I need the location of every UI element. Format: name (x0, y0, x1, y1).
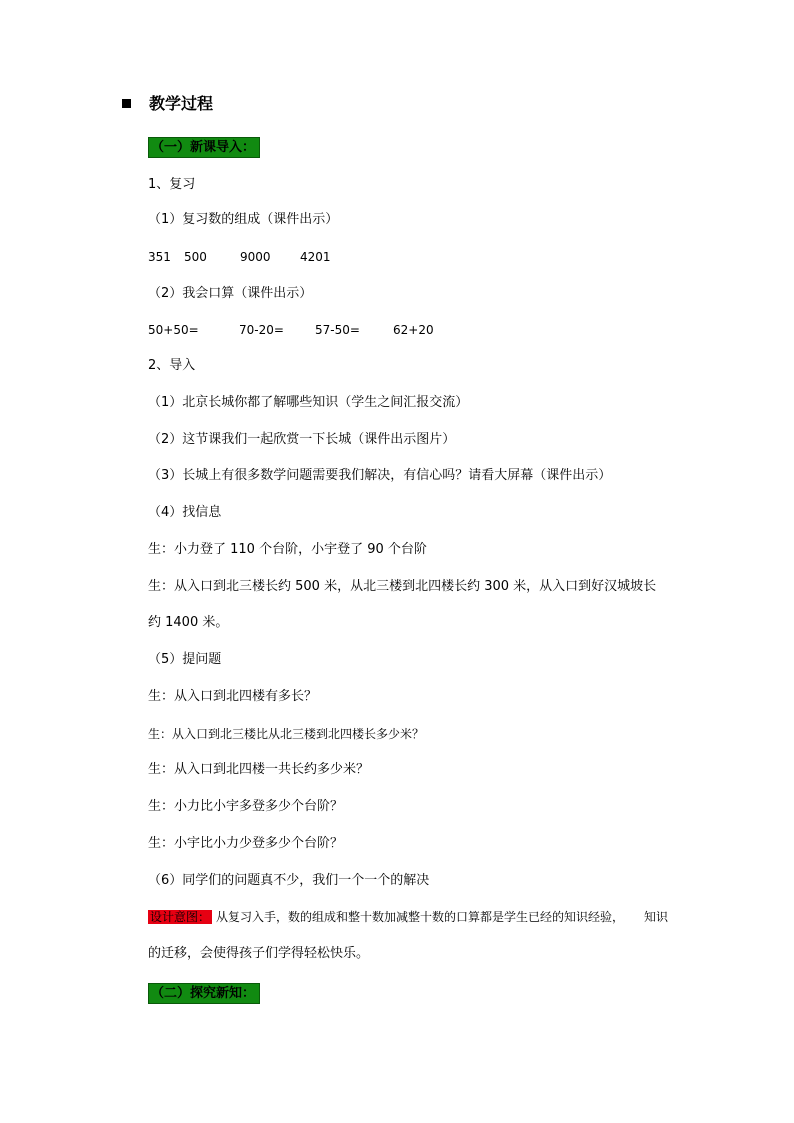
question-3: 生：从入口到北四楼一共长约多少米？ (148, 762, 370, 777)
intro-item-5: （5）提问题 (148, 652, 222, 667)
intro-item-6: （6）同学们的问题真不少，我们一个一个的解决 (148, 873, 430, 888)
calc-item: 50+50= (148, 323, 199, 337)
heading-text: 教学过程 (149, 94, 214, 113)
question-4: 生：小力比小宇多登多少个台阶？ (148, 799, 344, 814)
section-label-new-lesson: （一）新课导入： (148, 137, 260, 158)
info-line-1: 生：小力登了 110 个台阶，小宇登了 90 个台阶 (148, 542, 427, 557)
question-1: 生：从入口到北四楼有多长？ (148, 689, 318, 704)
design-intent-text-end: 知识 (644, 910, 669, 924)
design-intent-tag: 设计意图： (150, 910, 211, 924)
intro-item-2: （2）这节课我们一起欣赏一下长城（课件出示图片） (148, 432, 456, 447)
design-intent-line (148, 908, 668, 926)
intro-item-3: （3）长城上有很多数学问题需要我们解决，有信心吗？请看大屏幕（课件出示） (148, 468, 612, 483)
intro-title: 2、导入 (148, 358, 196, 373)
number-item: 4201 (300, 250, 331, 264)
number-item: 9000 (240, 250, 271, 264)
calc-row (148, 321, 434, 339)
question-5: 生：小宇比小力少登多少个台阶？ (148, 836, 344, 851)
section-heading (122, 94, 213, 114)
intro-item-1: （1）北京长城你都了解哪些知识（学生之间汇报交流） (148, 395, 469, 410)
number-row (148, 248, 331, 266)
design-intent-line-2: 的迁移，会使得孩子们学得轻松快乐。 (148, 946, 370, 961)
info-line-2-cont: 约 1400 米。 (148, 615, 229, 630)
calc-item: 62+20 (393, 323, 434, 337)
question-2: 生：从入口到北三楼比从北三楼到北四楼长多少米？ (148, 727, 425, 741)
review-item-2: （2）我会口算（课件出示） (148, 286, 313, 301)
number-item: 351 (148, 250, 171, 264)
calc-item: 57-50= (315, 323, 360, 337)
design-intent-text: 从复习入手，数的组成和整十数加减整十数的口算都是学生已经的知识经验， (216, 910, 625, 924)
calc-item: 70-20= (239, 323, 284, 337)
section-label-explore: （二）探究新知： (148, 983, 260, 1004)
intro-item-4: （4）找信息 (148, 505, 222, 520)
info-line-2: 生：从入口到北三楼长约 500 米，从北三楼到北四楼长约 300 米，从入口到好汉城坡长 (148, 579, 657, 594)
number-item: 500 (184, 250, 207, 264)
square-bullet-icon (122, 99, 131, 108)
review-item-1: （1）复习数的组成（课件出示） (148, 212, 339, 227)
review-title: 1、复习 (148, 177, 196, 192)
